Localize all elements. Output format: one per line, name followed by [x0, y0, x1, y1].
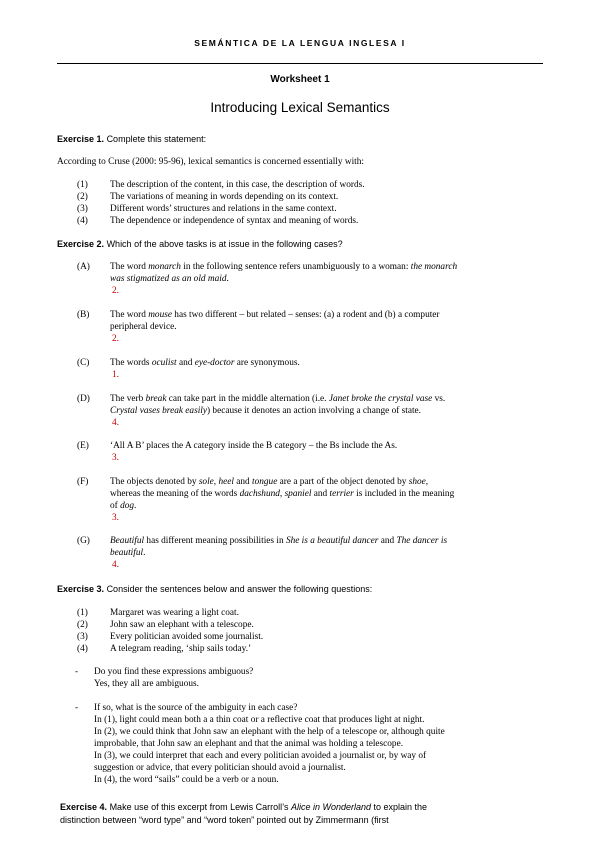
exercise-1-heading — [57, 134, 206, 146]
case-b-line-2: peripheral device. — [110, 322, 177, 332]
ex3-item-4-num: (4) — [77, 644, 88, 654]
q1-answer: Yes, they all are ambiguous. — [94, 679, 199, 689]
case-d-line-2: Crystal vases break easily) because it denotes an action involving a change of state. — [110, 406, 422, 416]
case-d-answer: 4. — [112, 418, 119, 428]
exercise-3-heading — [57, 584, 372, 596]
q2-answer-line-5: suggestion or advice, that every politician should avoid a journalist. — [94, 763, 346, 773]
q2-answer-line-3: improbable, that John saw an elephant and that the animal was holding a telescope. — [94, 739, 404, 749]
exercise-2-instruction: Which of the above tasks is at issue in the following cases? — [106, 239, 343, 249]
case-c-num: (C) — [77, 358, 90, 368]
ex1-item-4-num: (4) — [77, 216, 88, 226]
case-f-line-3: of dog. — [110, 501, 137, 511]
case-e-line-1: ‘All A B’ places the A category inside the B category – the Bs include the As. — [110, 441, 398, 451]
case-g-answer: 4. — [112, 560, 119, 570]
case-c-line-1: The words oculist and eye-doctor are synonymous. — [110, 358, 300, 368]
ex3-item-1-text: Margaret was wearing a light coat. — [110, 608, 239, 618]
exercise-3-instruction: Consider the sentences below and answer the following questions: — [106, 584, 373, 594]
exercise-4-line-2: distinction between “word type” and “word token” pointed out by Zimmermann (first — [60, 815, 389, 825]
exercise-4-label: Exercise 4. — [60, 802, 108, 812]
case-a-line-1: The word monarch in the following sentence refers unambiguously to a woman: the monarch — [110, 262, 458, 272]
case-g-line-2: beautiful. — [110, 548, 146, 558]
ex1-item-4-text: The dependence or independence of syntax and meaning of words. — [110, 216, 359, 226]
ex3-item-2-text: John saw an elephant with a telescope. — [110, 620, 254, 630]
case-f-answer: 3. — [112, 513, 119, 523]
case-a-num: (A) — [77, 262, 90, 272]
header-rule — [57, 63, 543, 64]
ex3-item-1-num: (1) — [77, 608, 88, 618]
ex1-item-3-num: (3) — [77, 204, 88, 214]
q2-answer-line-6: In (4), the word “sails” could be a verb or a noun. — [94, 775, 279, 785]
case-g-line-1: Beautiful has different meaning possibilities in She is a beautiful dancer and The dancer is — [110, 536, 448, 546]
worksheet-subtitle: Introducing Lexical Semantics — [210, 100, 390, 115]
q1-dash: - — [75, 667, 79, 677]
case-g-num: (G) — [77, 536, 90, 546]
case-b-line-1: The word mouse has two different – but related – senses: (a) a rodent and (b) a computer — [110, 310, 440, 320]
q2-answer-line-2: In (2), we could think that John saw an elephant with the help of a telescope or, although quite — [94, 727, 445, 737]
case-f-line-2: whereas the meaning of the words dachshund, spaniel and terrier is included in the meaning — [110, 489, 455, 499]
course-header: SEMÁNTICA DE LA LENGUA INGLESA I — [194, 38, 406, 48]
ex3-item-3-text: Every politician avoided some journalist. — [110, 632, 264, 642]
case-b-answer: 2. — [112, 334, 119, 344]
exercise-1-intro: According to Cruse (2000: 95-96), lexical semantics is concerned essentially with: — [57, 157, 364, 167]
ex3-item-4-text: A telegram reading, ‘ship sails today.’ — [110, 644, 252, 654]
exercise-1-label: Exercise 1. — [57, 134, 105, 144]
ex3-item-2-num: (2) — [77, 620, 88, 630]
case-e-num: (E) — [77, 441, 89, 451]
case-d-num: (D) — [77, 394, 90, 404]
ex3-item-3-num: (3) — [77, 632, 88, 642]
case-f-line-1: The objects denoted by sole, heel and tongue are a part of the object denoted by shoe, — [110, 477, 429, 487]
q2-dash: - — [75, 703, 79, 713]
exercise-2-label: Exercise 2. — [57, 239, 105, 249]
case-e-answer: 3. — [112, 453, 119, 463]
exercise-1-instruction: Complete this statement: — [106, 134, 207, 144]
case-a-answer: 2. — [112, 286, 119, 296]
worksheet-title: Worksheet 1 — [270, 74, 330, 85]
ex1-item-1-text: The description of the content, in this case, the description of words. — [110, 180, 365, 190]
ex1-item-2-num: (2) — [77, 192, 88, 202]
case-b-num: (B) — [77, 310, 90, 320]
ex1-item-3-text: Different words’ structures and relations in the same context. — [110, 204, 337, 214]
q2-answer-line-1: In (1), light could mean both a a thin coat or a reflective coat that produces light at night. — [94, 715, 425, 725]
exercise-4-line-1: Exercise 4. Make use of this excerpt from Lewis Carroll’s Alice in Wonderland to explain the — [60, 802, 428, 812]
case-f-num: (F) — [77, 477, 89, 487]
ex1-item-2-text: The variations of meaning in words depending on its context. — [110, 192, 339, 202]
q2-question: If so, what is the source of the ambiguity in each case? — [94, 703, 298, 713]
ex1-item-1-num: (1) — [77, 180, 88, 190]
q2-answer-line-4: In (3), we could interpret that each and every politician avoided a journalist or, by way of — [94, 751, 427, 761]
case-d-line-1: The verb break can take part in the middle alternation (i.e. Janet broke the crystal vase vs. — [110, 394, 446, 404]
exercise-3-label: Exercise 3. — [57, 584, 105, 594]
case-a-line-2: was stigmatized as an old maid. — [110, 274, 229, 284]
case-c-answer: 1. — [112, 370, 119, 380]
exercise-2-heading — [57, 239, 343, 251]
q1-question: Do you find these expressions ambiguous? — [94, 667, 254, 677]
